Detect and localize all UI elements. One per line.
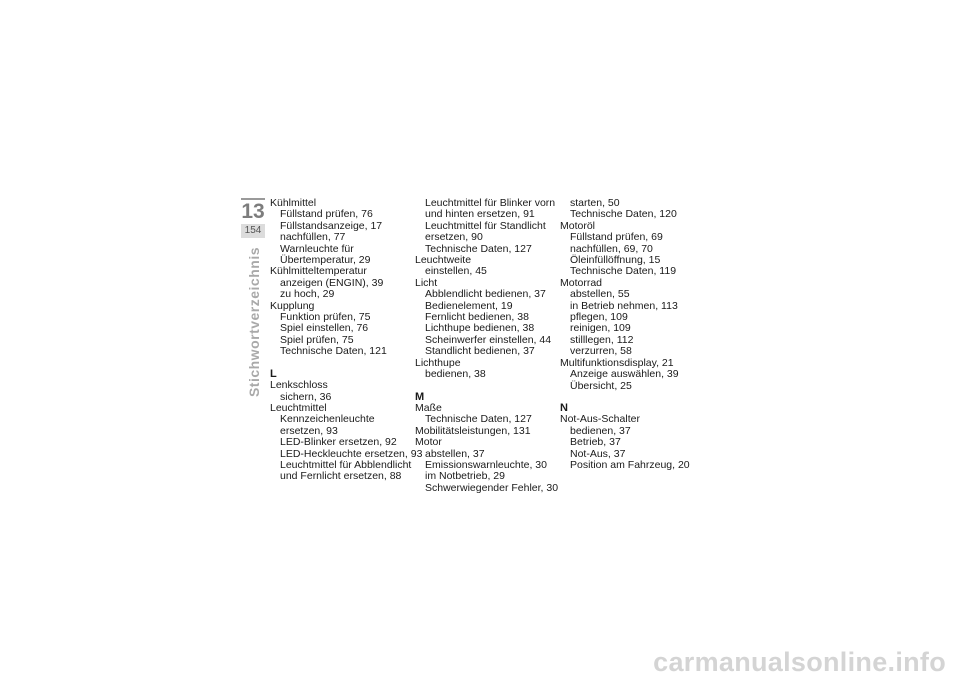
index-subentry: Fernlicht bedienen, 38 [425,311,529,324]
page-number: 154 [241,224,265,238]
index-subentry: Öleinfüllöffnung, 15 [570,254,661,267]
chapter-tab [241,198,265,240]
index-subentry: Funktion prüfen, 75 [280,311,371,324]
index-subentry: LED-Heckleuchte ersetzen, 93 [280,447,423,460]
index-subentry: Technische Daten, 120 [570,208,677,221]
index-subentry: starten, 50 [570,197,620,209]
index-column-1 [270,198,430,483]
index-subentry: sichern, 36 [280,390,332,403]
index-subentry: ersetzen, 93 [280,424,338,437]
index-entry: Kühlmitteltemperatur [270,265,367,278]
index-subentry: Not-Aus, 37 [570,447,626,460]
index-subentry: einstellen, 45 [425,265,487,278]
index-subentry: nachfüllen, 77 [280,231,346,244]
index-subentry: reinigen, 109 [570,322,631,335]
index-subentry: Kennzeichenleuchte [280,413,375,426]
index-subentry: Warnleuchte für [280,242,354,255]
index-column-3 [560,198,720,471]
index-entry: Multifunktionsdisplay, 21 [560,356,674,369]
index-subentry: bedienen, 38 [425,368,486,381]
index-subentry: und hinten ersetzen, 91 [425,208,535,221]
chapter-number: 13 [241,200,265,223]
index-entry: Lenkschloss [270,379,328,392]
index-subentry: verzurren, 58 [570,345,632,358]
section-label-text: Stichwortverzeichnis [246,246,262,397]
index-subentry: Spiel einstellen, 76 [280,322,369,335]
index-subentry: Technische Daten, 119 [570,265,677,278]
index-subentry: pflegen, 109 [570,311,628,324]
index-subentry: abstellen, 37 [425,447,485,460]
index-subentry: Übertemperatur, 29 [280,254,371,267]
index-entry: Leuchtmittel [270,401,327,414]
index-entry: Licht [415,276,438,289]
index-letter-heading: N [560,401,568,414]
index-subentry: LED-Blinker ersetzen, 92 [280,436,397,449]
index-subentry: Füllstand prüfen, 76 [280,208,373,221]
index-subentry: Standlicht bedienen, 37 [425,345,535,358]
index-entry: Lichthupe [415,356,461,369]
index-subentry: bedienen, 37 [570,424,631,437]
index-subentry: ersetzen, 90 [425,231,483,244]
index-letter-heading: M [415,390,425,403]
index-subentry: Leuchtmittel für Abblendlicht [280,458,412,471]
index-entry: Kühlmittel [270,197,317,209]
index-subentry: zu hoch, 29 [280,288,335,301]
index-subentry: Position am Fahrzeug, 20 [570,458,690,471]
index-subentry: Leuchtmittel für Blinker vorn [425,197,556,209]
index-entry: Motor [415,436,442,449]
index-subentry: Abblendlicht bedienen, 37 [425,288,546,301]
index-subentry: anzeigen (ENGIN), 39 [280,276,384,289]
index-subentry: abstellen, 55 [570,288,630,301]
index-subentry: Lichthupe bedienen, 38 [425,322,535,335]
index-subentry: Leuchtmittel für Standlicht [425,219,546,232]
index-subentry: Spiel prüfen, 75 [280,333,354,346]
index-column-2 [415,198,575,494]
index-subentry: Füllstandsanzeige, 17 [280,219,383,232]
index-subentry: Übersicht, 25 [570,379,632,392]
index-subentry: in Betrieb nehmen, 113 [570,299,678,312]
index-subentry: nachfüllen, 69, 70 [570,242,653,255]
index-subentry: Technische Daten, 121 [280,345,387,358]
index-subentry: Anzeige auswählen, 39 [570,368,679,381]
index-entry: Leuchtweite [415,254,472,267]
index-subentry: stilllegen, 112 [570,333,634,346]
index-entry: Maße [415,401,442,414]
watermark-text: carmanualsonline.info [653,647,946,677]
index-letter-heading: L [270,367,277,380]
index-subentry: Technische Daten, 127 [425,242,532,255]
index-subentry: Füllstand prüfen, 69 [570,231,663,244]
index-entry: Motorrad [560,276,603,289]
index-subentry: Betrieb, 37 [570,436,621,449]
index-entry: Kupplung [270,299,315,312]
index-subentry: Schwerwiegender Fehler, 30 [425,481,559,494]
index-subentry: im Notbetrieb, 29 [425,470,505,483]
index-subentry: Bedienelement, 19 [425,299,513,312]
index-subentry: Emissionswarnleuchte, 30 [425,458,547,471]
index-subentry: und Fernlicht ersetzen, 88 [280,470,402,483]
index-entry: Motoröl [560,219,596,232]
index-entry: Mobilitätsleistungen, 131 [415,424,531,437]
index-subentry: Technische Daten, 127 [425,413,532,426]
index-subentry: Scheinwerfer einstellen, 44 [425,333,552,346]
index-entry: Not-Aus-Schalter [560,413,640,426]
